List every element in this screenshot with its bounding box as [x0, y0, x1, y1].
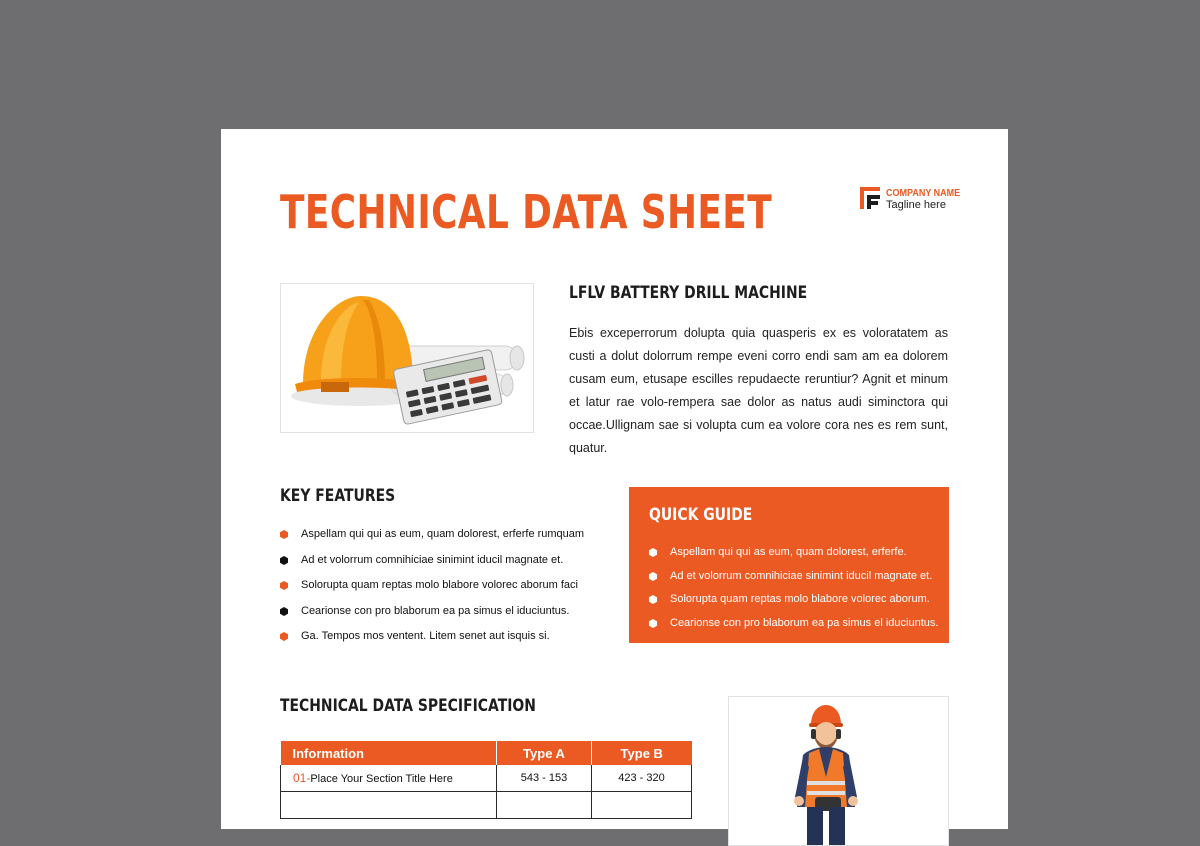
spec-header-row [281, 741, 692, 765]
list-item [280, 527, 600, 553]
hexagon-bullet-icon [649, 548, 657, 557]
spec-header-type-b: Type B [592, 741, 692, 765]
quick-guide-list [649, 545, 938, 640]
list-item [649, 616, 938, 640]
spec-row-type-b: 423 - 320 [592, 765, 692, 792]
hexagon-bullet-icon [280, 632, 288, 641]
spec-row-type-a: 543 - 153 [497, 765, 592, 792]
list-item [280, 578, 600, 604]
document-page [221, 129, 1008, 829]
table-row [281, 765, 692, 792]
company-logo-icon [860, 187, 880, 209]
hexagon-bullet-icon [280, 607, 288, 616]
quick-guide-text: Aspellam qui qui as eum, quam dolorest, erferfe. [670, 546, 907, 558]
company-name: COMPANY NAME [886, 188, 961, 199]
quick-guide-text: Cearionse con pro blaborum ea pa simus el iduciuntus. [670, 617, 939, 630]
spec-header-information: Information [281, 741, 497, 765]
spec-table [280, 741, 692, 819]
key-features-list [280, 527, 600, 655]
key-feature-text: Cearionse con pro blaborum ea pa simus el iduciuntus. [301, 604, 570, 617]
hexagon-bullet-icon [280, 530, 288, 539]
quick-guide-title: QUICK GUIDE [649, 505, 753, 525]
worker-illustration [728, 696, 949, 846]
spec-row-type-a [497, 792, 592, 819]
document-title: TECHNICAL DATA SHEET [280, 185, 773, 239]
key-feature-text: Aspellam qui qui as eum, quam dolorest, erferfe rumquam [301, 528, 585, 540]
construction-worker-illustration [729, 697, 949, 846]
hexagon-bullet-icon [649, 572, 657, 581]
product-photo [280, 283, 534, 433]
company-logo [860, 187, 970, 211]
quick-guide-box [629, 487, 949, 643]
row-label: Place Your Section Title Here [310, 773, 453, 785]
quick-guide-text: Ad et volorrum comnihiciae sinimint iducil magnate et. [670, 569, 933, 582]
key-feature-text: Solorupta quam reptas molo blabore volorec aborum faci [301, 579, 578, 591]
quick-guide-text: Solorupta quam reptas molo blabore volorec aborum. [670, 593, 930, 606]
company-tagline: Tagline here [886, 199, 946, 211]
product-description: Ebis exceperrorum dolupta quia quasperis ex es voloratatem as custi a dolut dolorrum rempe eveni corro endi sam am ea dolorem cusam eum, etusape escilles repudaecte reruntiur? Agnit et minum et latur rae volo-rempera sae dolor as natus audi siminctora qui occae.Ullignam sae si volupta cum ea volore cora nes es rem sunt, quatur. [569, 326, 948, 455]
list-item [280, 553, 600, 579]
hexagon-bullet-icon [280, 556, 288, 565]
list-item [280, 629, 600, 655]
list-item [649, 569, 938, 593]
list-item [649, 592, 938, 616]
spec-row-type-b [592, 792, 692, 819]
table-row [281, 792, 692, 819]
key-features-title: KEY FEATURES [280, 486, 396, 506]
key-feature-text: Ga. Tempos mos ventent. Litem senet aut isquis si. [301, 630, 550, 642]
spec-row-label-cell [281, 765, 497, 792]
hexagon-bullet-icon [280, 581, 288, 590]
helmet-calculator-illustration [281, 284, 534, 433]
hexagon-bullet-icon [649, 595, 657, 604]
hexagon-bullet-icon [649, 619, 657, 628]
key-feature-text: Ad et volorrum comnihiciae sinimint iducil magnate et. [301, 553, 564, 566]
row-number: 01- [293, 771, 311, 785]
spec-header-type-a: Type A [497, 741, 592, 765]
spec-title: TECHNICAL DATA SPECIFICATION [280, 696, 536, 716]
list-item [280, 604, 600, 630]
list-item [649, 545, 938, 569]
spec-row-label-cell [281, 792, 497, 819]
product-title: LFLV BATTERY DRILL MACHINE [569, 283, 808, 303]
